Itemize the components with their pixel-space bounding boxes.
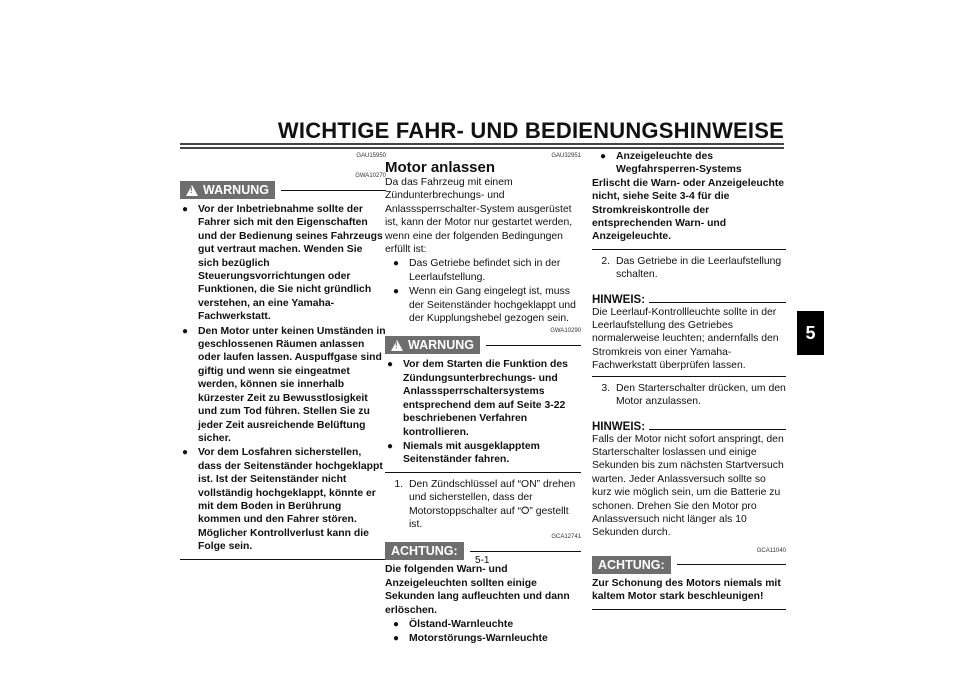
ref-code: GAU32951	[551, 153, 581, 159]
list-item: ● Motorstörungs-Warnleuchte	[393, 633, 548, 645]
bullet-icon: ●	[393, 258, 400, 270]
caution-label: ACHTUNG:	[592, 556, 786, 574]
bullet-icon: ●	[182, 204, 189, 215]
intro-text: Da das Fahrzeug mit einem Zündunterbrechungs- und Anlasssperrschalter-System ausgerüstet ist, kann der Motor nur gestartet werden, wenn eine der folgenden Bedingungen erfüllt ist:	[385, 177, 573, 256]
caution-text: Zur Schonung des Motors niemals mit kaltem Motor stark beschleunigen!	[592, 577, 781, 603]
ref-code: GAU15950	[356, 153, 386, 159]
column-3	[592, 150, 786, 610]
caution-label: ACHTUNG:	[385, 542, 581, 560]
list-item: ● Vor dem Starten die Funktion des Zündungsunterbrechungs- und Anlasssperrschaltersystems entsprechend dem auf Seite 3-22 beschriebenen Verfahren kontrollieren.	[387, 359, 568, 438]
section-heading: Motor anlassen	[385, 159, 496, 176]
page-title: WICHTIGE FAHR- UND BEDIENUNGSHINWEISE	[277, 118, 784, 143]
ref-code: GWA10270	[355, 173, 386, 179]
warning-label: ! WARNUNG	[180, 181, 386, 199]
section-end-rule	[592, 609, 786, 610]
warning-icon	[186, 185, 198, 196]
bullet-icon: ●	[393, 286, 400, 298]
page-number: 5-1	[475, 555, 490, 566]
bullet-icon: ●	[393, 633, 400, 645]
list-item: ● Vor der Inbetriebnahme sollte der Fahrer sich mit den Eigenschaften und der Bedienung seines Fahrzeugs gut vertraut machen. Wenden Sie sich bezüglich Steuerungsvorrichtungen oder Funktionen, die Sie nicht gründlich verstehen, an eine Yamaha-Fachwerkstatt.	[182, 204, 383, 323]
list-item: ● Niemals mit ausgeklapptem Seitenständer fahren.	[387, 440, 540, 466]
note-label: HINWEIS:	[592, 294, 786, 306]
note-end-rule	[592, 376, 786, 377]
bullet-icon: ●	[600, 151, 607, 162]
section-end-rule	[385, 472, 581, 473]
note-text: Falls der Motor nicht sofort anspringt, den Starterschalter loslassen und einige Sekunden bis zum nächsten Startversuch warten. Jeder Anlassversuch sollte so kurz wie möglich sein, um die Batterie zu schonen. Drehen Sie den Motor pro Anlassversuch nicht länger als 10 Sekunden durch.	[592, 433, 784, 539]
step-2: 2. Das Getriebe in die Leerlaufstellung schalten.	[601, 255, 782, 281]
ref-code: GWA10290	[550, 328, 581, 335]
warning-icon	[391, 340, 403, 351]
bullet-icon: ●	[393, 618, 400, 630]
chapter-tab: 5	[797, 311, 824, 355]
ref-code: GCA12741	[551, 534, 581, 541]
column-1	[180, 150, 386, 560]
list-item: ● Vor dem Losfahren sicherstellen, dass der Seitenständer hochgeklappt ist. Ist der Seitenständer nicht vollständig hochgeklappt, könnte er mit dem Boden in Berührung kommen und den Fahrer stören. Möglicher Kontrollverlust kann die Folge sein.	[182, 447, 383, 553]
ref-code: GCA11040	[756, 547, 786, 554]
bullet-icon: ●	[387, 359, 394, 371]
list-item: ● Den Motor unter keinen Umständen in geschlossenen Räumen anlassen oder laufen lassen. Auspuffgase sind giftig und wenn sie eingeatmet werden, können sie innerhalb kürzester Zeit zu Bewusstlosigkeit und zum Tod führen. Stellen Sie zu jeder Zeit ausreichende Belüftung sicher.	[182, 325, 386, 444]
step-1: 1. Den Zündschlüssel auf “ON” drehen und sicherstellen, dass der Motorstoppschalter auf “⭘” gestellt ist.	[394, 478, 576, 530]
section-end-rule	[180, 559, 386, 560]
list-item: ● Wenn ein Gang eingelegt ist, muss der Seitenständer hochgeklappt und der Kupplungshebel gezogen sein.	[393, 286, 576, 325]
list-item: ● Ölstand-Warnleuchte	[393, 618, 514, 630]
note-text: Die Leerlauf-Kontrollleuchte sollte in der Leerlaufstellung des Getriebes normalerweise leuchten; andernfalls den Stromkreis von einer Yamaha-Fachwerkstatt überprüfen lassen.	[592, 306, 779, 372]
header-rule	[180, 147, 784, 149]
bullet-icon: ●	[387, 440, 394, 452]
step-3: 3. Den Starterschalter drücken, um den Motor anzulassen.	[601, 382, 786, 408]
note-label: HINWEIS:	[592, 421, 786, 433]
list-item: ● Das Getriebe befindet sich in der Leerlaufstellung.	[393, 258, 561, 283]
caution-text: Erlischt die Warn- oder Anzeigeleuchte nicht, siehe Seite 3-4 für die Stromkreiskontrolle der entsprechenden Warn- und Anzeigeleuchte.	[592, 177, 785, 243]
section-end-rule	[592, 249, 786, 250]
caution-text: Die folgenden Warn- und Anzeigeleuchten sollten einige Sekunden lang aufleuchten und dann erlöschen.	[385, 564, 570, 616]
bullet-icon: ●	[182, 447, 189, 459]
warning-label: ! WARNUNG	[385, 336, 581, 354]
header-rule	[180, 143, 784, 145]
column-2	[385, 150, 581, 646]
bullet-icon: ●	[182, 325, 189, 337]
list-item: ● Anzeigeleuchte des Wegfahrsperren-Systems	[600, 151, 742, 176]
